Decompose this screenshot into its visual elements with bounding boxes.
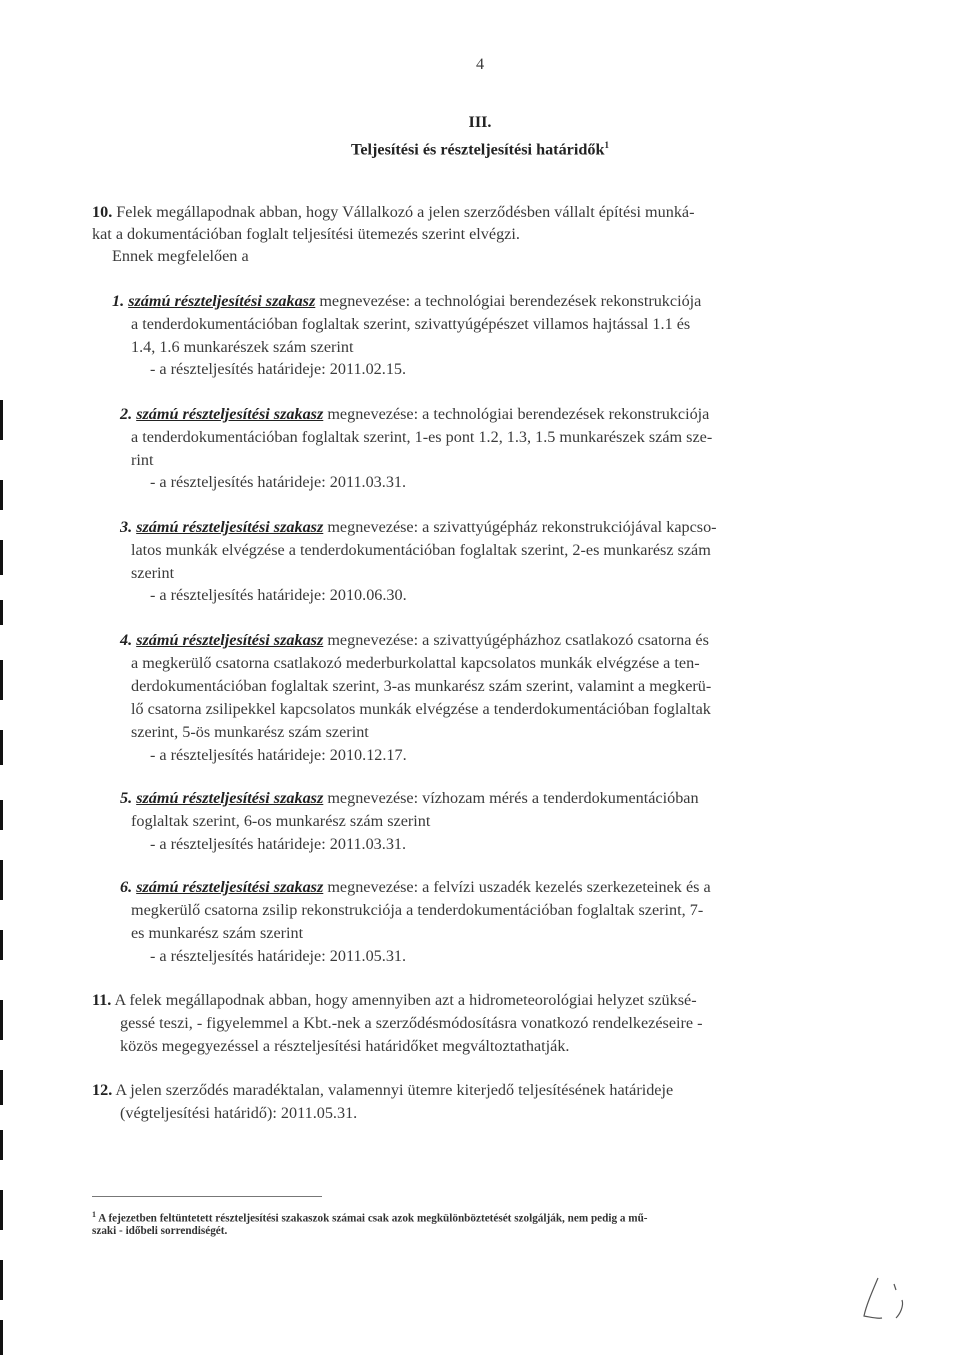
stage-5-line-2: foglaltak szerint, 6-os munkarész szám szerint (131, 812, 431, 830)
stage-2-deadline: - a részteljesítés határideje: 2011.03.31. (150, 473, 407, 491)
scan-mark (0, 1070, 3, 1105)
footnote-separator (92, 1196, 322, 1197)
scan-mark (0, 480, 3, 510)
stage-1-line-3: 1.4, 1.6 munkarészek szám szerint (131, 338, 354, 356)
section-11-line-2: gessé teszi, - figyelemmel a Kbt.-nek a szerződésmódosításra vonatkozó rendelkezéseire - (120, 1014, 703, 1032)
stage-1-deadline: - a részteljesítés határideje: 2011.02.15. (150, 360, 407, 378)
section-10-line-2: kat a dokumentációban foglalt teljesítési ütemezés szerint elvégzi. (92, 225, 520, 243)
section-10-number: 10. (92, 203, 113, 221)
stage-5-deadline: - a részteljesítés határideje: 2011.03.31. (150, 835, 407, 853)
stage-6-line-2: megkerülő csatorna zsilip rekonstrukciója a tenderdokumentációban foglaltak szerint, 7- (131, 901, 704, 919)
chapter-title: Teljesítési és részteljesítési határidők$^1$ (351, 140, 609, 159)
stage-6-heading: számú részteljesítési szakasz (136, 878, 324, 896)
stage-3-number: 3. (120, 518, 133, 536)
stage-2-line-3: rint (131, 451, 154, 469)
stage-6-number: 6. (120, 878, 133, 896)
stage-5-number: 5. (120, 789, 133, 807)
scan-mark (0, 860, 3, 900)
section-11-line-3: közös megegyezéssel a részteljesítési határidőket megváltoztathatják. (120, 1037, 570, 1055)
section-12-number: 12. (92, 1081, 113, 1099)
stage-3-deadline: - a részteljesítés határideje: 2010.06.30. (150, 586, 407, 604)
chapter-number: III. (468, 113, 492, 131)
stage-2-number: 2. (120, 405, 133, 423)
stage-3-line-1: 3. számú részteljesítési szakasz megnevezése: a szivattyúgépház rekonstrukciójával kapcso- (120, 518, 717, 536)
section-12-line-1: 12. A jelen szerződés maradéktalan, valamennyi ütemre kiterjedő teljesítésének határideje (92, 1081, 674, 1099)
scan-mark (0, 660, 3, 700)
stage-2-heading: számú részteljesítési szakasz (136, 405, 324, 423)
scan-mark (0, 930, 3, 960)
footnote-ref: 1 (604, 140, 609, 150)
section-10-line-1: 10. Felek megállapodnak abban, hogy Vállalkozó a jelen szerződésben vállalt építési munká- (92, 203, 695, 221)
scan-mark (0, 540, 3, 575)
stage-1-number: 1. (112, 292, 125, 310)
footnote-line-1: $^1$ A fejezetben feltüntetett részteljesítési szakaszok számai csak azok megkülönböztetését szolgálják, nem pedig a mű- (92, 1210, 648, 1225)
scan-mark (0, 1260, 3, 1300)
stage-1-line-2: a tenderdokumentációban foglaltak szerint, szivattyúgépészet villamos hajtással 1.1 és (131, 315, 691, 333)
stage-4-line-4: lő csatorna zsilipekkel kapcsolatos munkák elvégzése a tenderdokumentációban foglaltak (131, 700, 711, 718)
stage-3-line-2: latos munkák elvégzése a tenderdokumentációban foglaltak szerint, 2-es munkarész szám (131, 541, 711, 559)
scan-mark (0, 730, 3, 765)
stage-1-line-1: 1. számú részteljesítési szakasz megnevezése: a technológiai berendezések rekonstrukciója (112, 292, 702, 310)
footnote-line-2: szaki - időbeli sorrendiségét. (92, 1225, 228, 1237)
scan-mark (0, 400, 3, 440)
section-12-line-2: (végteljesítési határidő): 2011.05.31. (120, 1104, 358, 1122)
page-number: 4 (475, 55, 485, 73)
stage-3-heading: számú részteljesítési szakasz (136, 518, 324, 536)
stage-2-line-1: 2. számú részteljesítési szakasz megnevezése: a technológiai berendezések rekonstrukciója (120, 405, 710, 423)
stage-4-line-2: a megkerülő csatorna csatlakozó mederburkolattal kapcsolatos munkák elvégzése a ten- (131, 654, 700, 672)
stage-4-line-5: szerint, 5-ös munkarész szám szerint (131, 723, 369, 741)
stage-4-line-3: derdokumentációban foglaltak szerint, 3-as munkarész szám szerint, valamint a megkerü- (131, 677, 712, 695)
scan-mark (0, 1320, 3, 1355)
scan-mark (0, 1190, 3, 1230)
scan-mark (0, 800, 3, 830)
stage-4-heading: számú részteljesítési szakasz (136, 631, 324, 649)
stage-5-line-1: 5. számú részteljesítési szakasz megnevezése: vízhozam mérés a tenderdokumentációban (120, 789, 699, 807)
stage-4-line-1: 4. számú részteljesítési szakasz megnevezése: a szivattyúgépházhoz csatlakozó csatorna és (120, 631, 709, 649)
footnote-mark: 1 (92, 1210, 96, 1219)
section-11-line-1: 11. A felek megállapodnak abban, hogy amennyiben azt a hidrometeorológiai helyzet szüksé- (92, 991, 697, 1009)
stage-3-line-3: szerint (131, 564, 175, 582)
section-10-line-3: Ennek megfelelően a (112, 247, 249, 265)
stage-6-deadline: - a részteljesítés határideje: 2011.05.31. (150, 947, 407, 965)
scan-mark (0, 1000, 3, 1040)
signature-mark (850, 1270, 920, 1330)
section-11-number: 11. (92, 991, 112, 1009)
scan-mark (0, 600, 3, 625)
stage-6-line-3: es munkarész szám szerint (131, 924, 304, 942)
stage-4-deadline: - a részteljesítés határideje: 2010.12.17. (150, 746, 407, 764)
scan-mark (0, 1130, 3, 1160)
stage-5-heading: számú részteljesítési szakasz (136, 789, 324, 807)
stage-1-heading: számú részteljesítési szakasz (128, 292, 316, 310)
stage-6-line-1: 6. számú részteljesítési szakasz megnevezése: a felvízi uszadék kezelés szerkezeteinek és a (120, 878, 711, 896)
stage-4-number: 4. (120, 631, 133, 649)
stage-2-line-2: a tenderdokumentációban foglaltak szerint, 1-es pont 1.2, 1.3, 1.5 munkarészek szám sze- (131, 428, 713, 446)
